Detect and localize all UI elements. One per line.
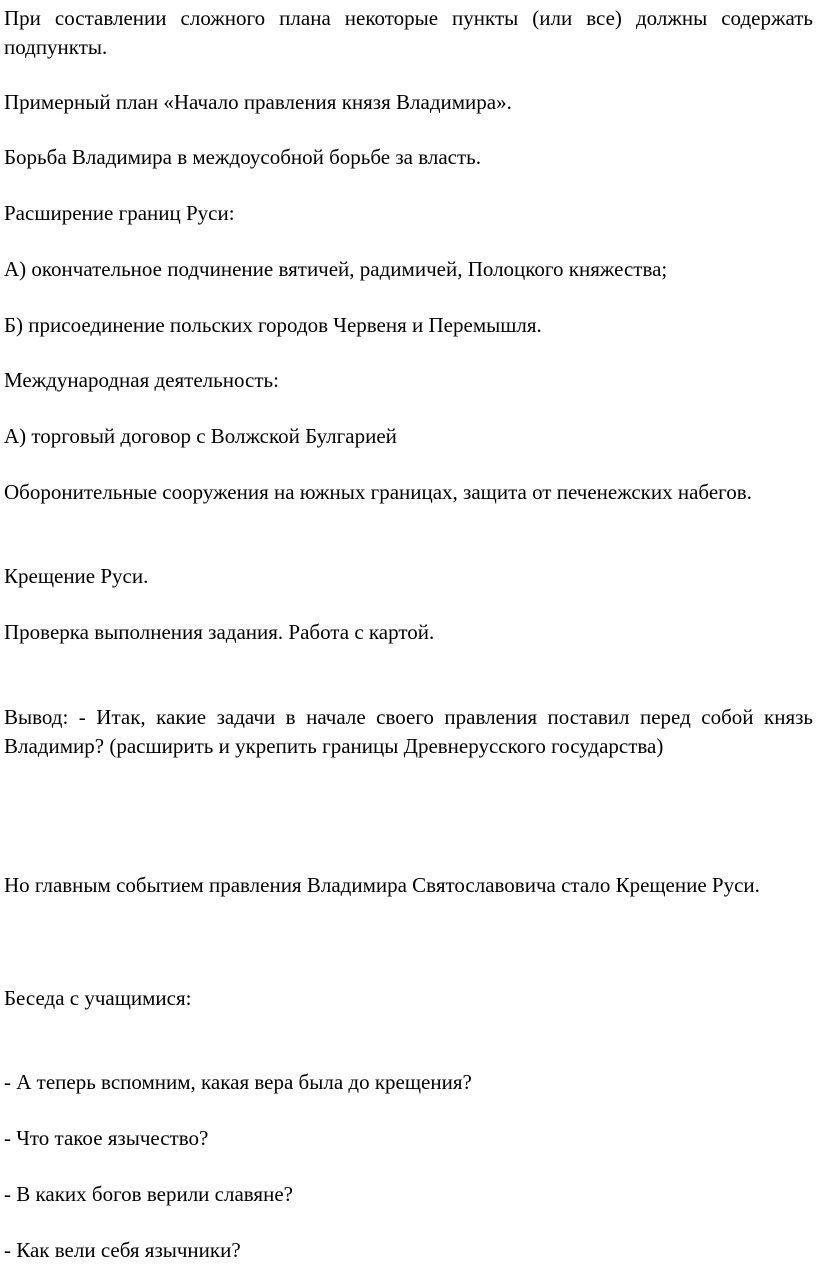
paragraph-plan-title: Примерный план «Начало правления князя Владимира». — [4, 90, 512, 114]
paragraph-borders: Расширение границ Руси: — [4, 201, 235, 225]
paragraph-question-3: - В каких богов верили славяне? — [4, 1182, 293, 1206]
paragraph-defense: Оборонительные сооружения на южных границах, защита от печенежских набегов. — [4, 480, 752, 504]
paragraph-struggle: Борьба Владимира в междоусобной борьбе за власть. — [4, 145, 481, 169]
paragraph-conversation: Беседа с учащимися: — [4, 986, 192, 1010]
paragraph-check-task: Проверка выполнения задания. Работа с картой. — [4, 620, 435, 644]
paragraph-question-2: - Что такое язычество? — [4, 1126, 209, 1150]
paragraph-plan-intro: При составлении сложного плана некоторые пункты (или все) должны содержать подпункты. — [4, 6, 813, 59]
paragraph-subpoint-a: А) окончательное подчинение вятичей, радимичей, Полоцкого княжества; — [4, 257, 668, 281]
paragraph-subpoint-b: Б) присоединение польских городов Червеня и Перемышля. — [4, 313, 542, 337]
paragraph-baptism: Крещение Руси. — [4, 564, 149, 588]
paragraph-main-event: Но главным событием правления Владимира Святославовича стало Крещение Руси. — [4, 873, 760, 897]
paragraph-question-4: - Как вели себя язычники? — [4, 1238, 241, 1262]
paragraph-trade-treaty: А) торговый договор с Волжской Булгарией — [4, 424, 397, 448]
paragraph-question-1: - А теперь вспомним, какая вера была до крещения? — [4, 1070, 472, 1094]
paragraph-conclusion: Вывод: - Итак, какие задачи в начале своего правления поставил перед собой князь Владимир? (расширить и укрепить границы Древнерусского государства) — [4, 705, 813, 758]
paragraph-international: Международная деятельность: — [4, 368, 279, 392]
